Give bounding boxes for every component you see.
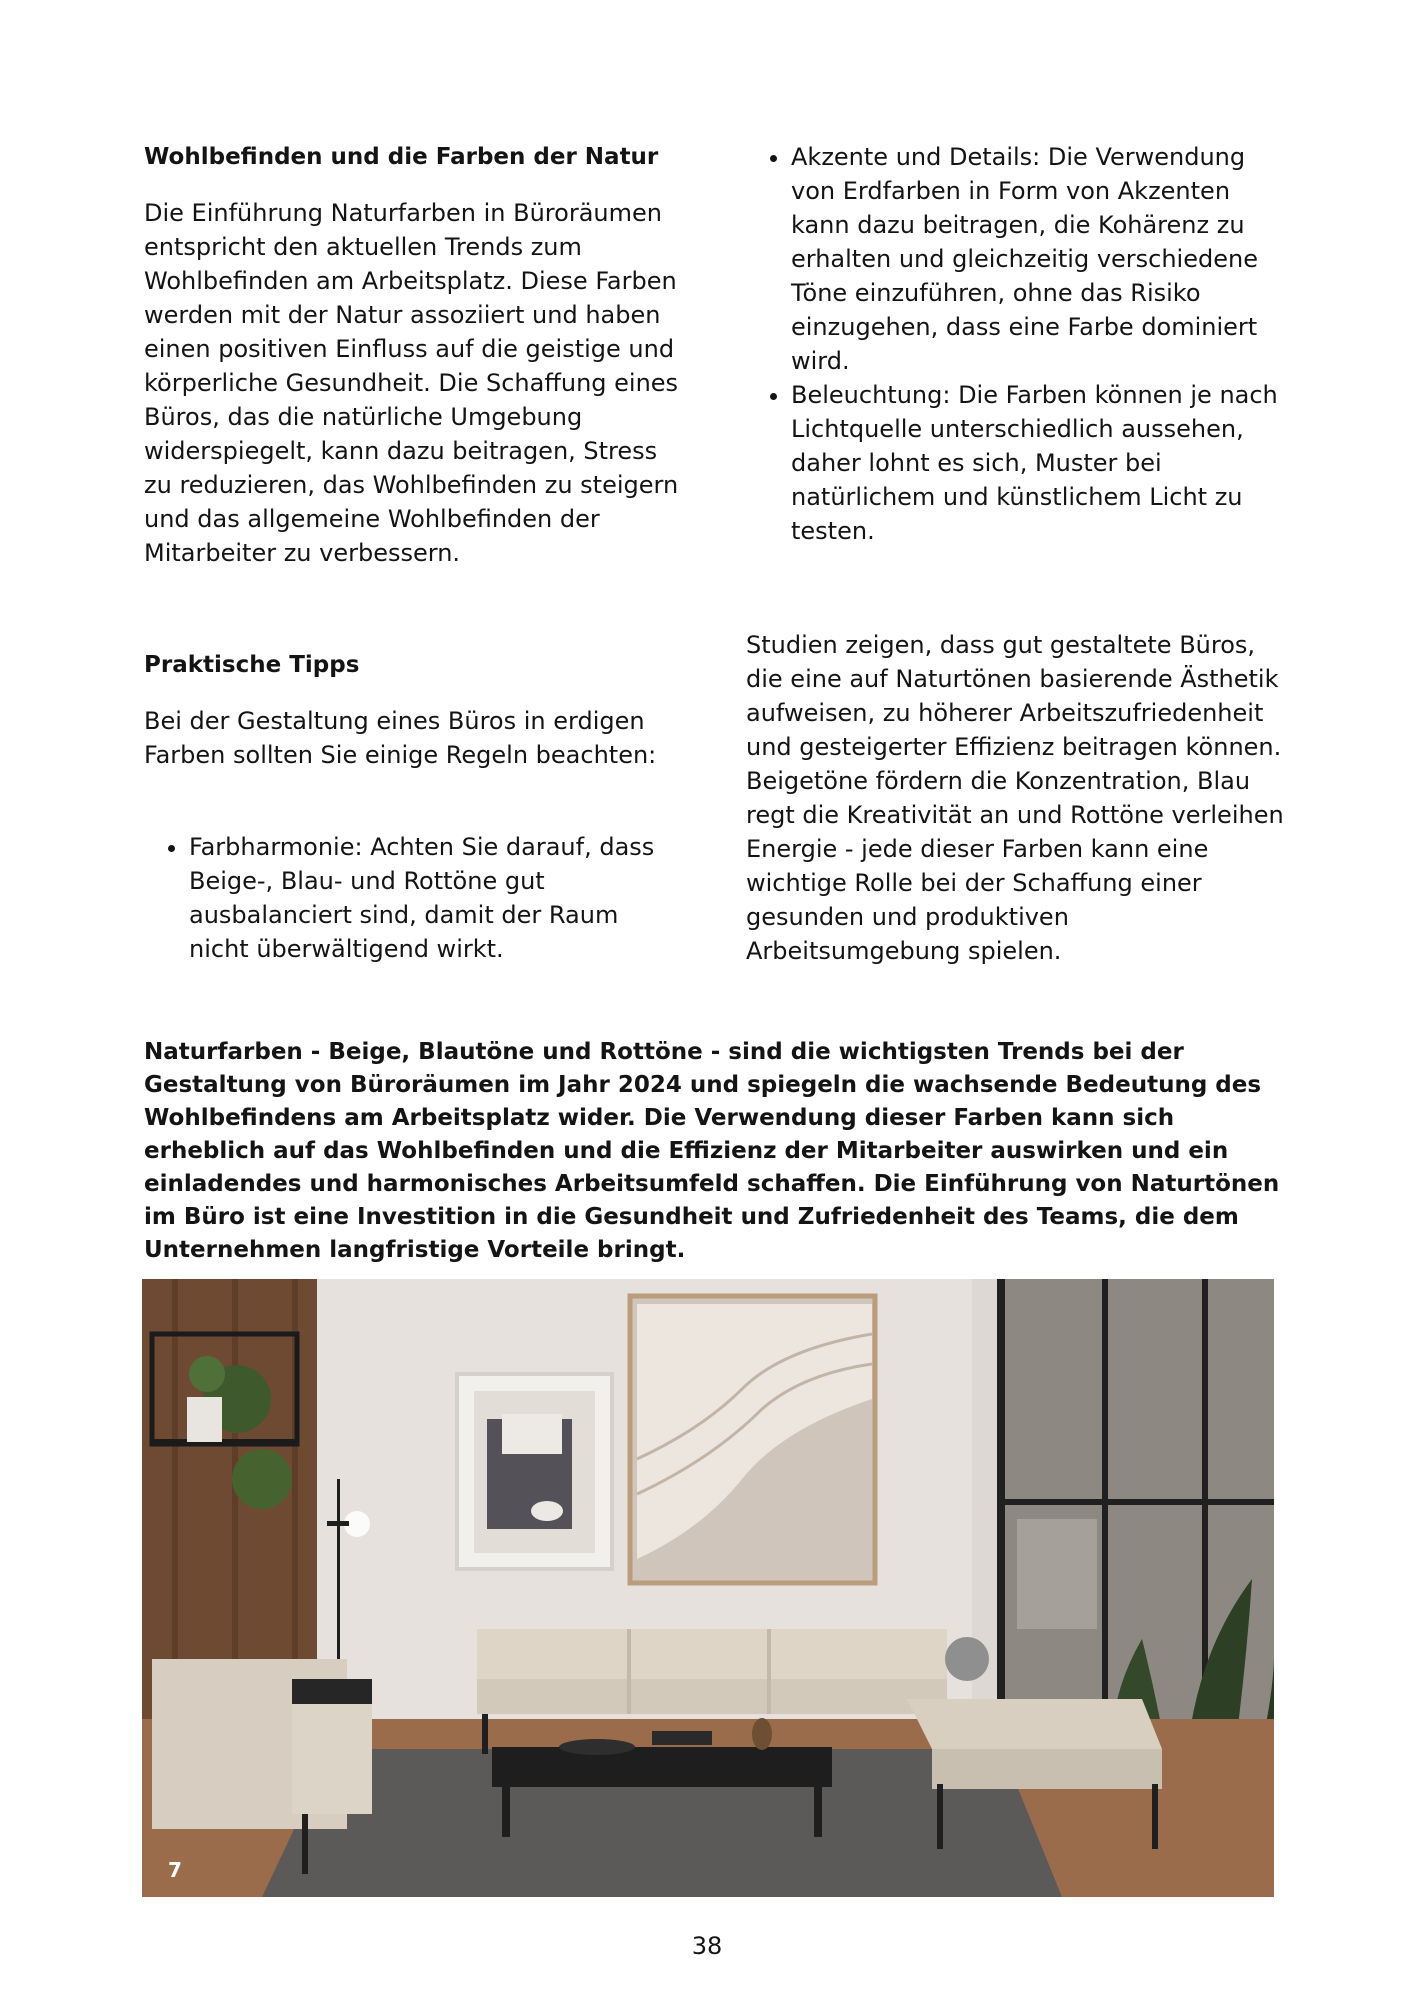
section-heading: Praktische Tipps: [144, 652, 360, 678]
bullet-list: [144, 830, 684, 966]
right-column-top: [746, 140, 1286, 548]
page-number: 38: [691, 1932, 723, 1960]
photo-number: 7: [168, 1858, 182, 1882]
office-lounge-photo: [142, 1279, 1274, 1897]
body-paragraph: Die Einführung Naturfarben in Büroräumen entspricht den aktuellen Trends zum Wohlbefinden am Arbeitsplatz. Diese Farben werden mit der Natur assoziiert und haben einen positiven Einfluss auf die geistige und körperliche Gesundheit. Die Schaffung eines Büros, das die natürliche Umgebung widerspiegelt, kann dazu beitragen, Stress zu reduzieren, das Wohlbefinden zu steigern und das allgemeine Wohlbefinden der Mitarbeiter zu verbessern.: [144, 199, 679, 567]
list-item: • Farbharmonie: Achten Sie darauf, dass Beige-, Blau- und Rottöne gut ausbalanciert sind, damit der Raum nicht überwältigend wirkt.: [189, 830, 684, 966]
section-heading: Wohlbefinden und die Farben der Natur: [144, 144, 659, 170]
left-column-bottom: [144, 648, 684, 966]
bullet-list: [746, 140, 1286, 548]
list-item: • Akzente und Details: Die Verwendung von Erdfarben in Form von Akzenten kann dazu beitragen, die Kohärenz zu erhalten und gleichzeitig verschiedene Töne einzuführen, ohne das Risiko einzugehen, dass eine Farbe dominiert wird.: [791, 140, 1286, 378]
left-column-top: [144, 140, 684, 570]
list-item: • Beleuchtung: Die Farben können je nach Lichtquelle unterschiedlich aussehen, daher lohnt es sich, Muster bei natürlichem und künstlichem Licht zu testen.: [791, 378, 1286, 548]
conclusion-paragraph: Naturfarben - Beige, Blautöne und Rottöne - sind die wichtigsten Trends bei der Gestaltung von Büroräumen im Jahr 2024 und spiegeln die wachsende Bedeutung des Wohlbefindens am Arbeitsplatz wider. Die Verwendung dieser Farben kann sich erheblich auf das Wohlbefinden und die Effizienz der Mitarbeiter auswirken und ein einladendes und harmonisches Arbeitsumfeld schaffen. Die Einführung von Naturtönen im Büro ist eine Investition in die Gesundheit und Zufriedenheit des Teams, die dem Unternehmen langfristige Vorteile bringt.: [144, 1039, 1280, 1263]
body-paragraph: Studien zeigen, dass gut gestaltete Büros, die eine auf Naturtönen basierende Ästhetik aufweisen, zu höherer Arbeitszufriedenheit und gesteigerter Effizienz beitragen können. Beigetöne fördern die Konzentration, Blau regt die Kreativität an und Rottöne verleihen Energie - jede dieser Farben kann eine wichtige Rolle bei der Schaffung einer gesunden und produktiven Arbeitsumgebung spielen.: [746, 631, 1284, 965]
body-paragraph: Bei der Gestaltung eines Büros in erdigen Farben sollten Sie einige Regeln beachten:: [144, 707, 657, 769]
right-column-bottom: [746, 628, 1286, 968]
